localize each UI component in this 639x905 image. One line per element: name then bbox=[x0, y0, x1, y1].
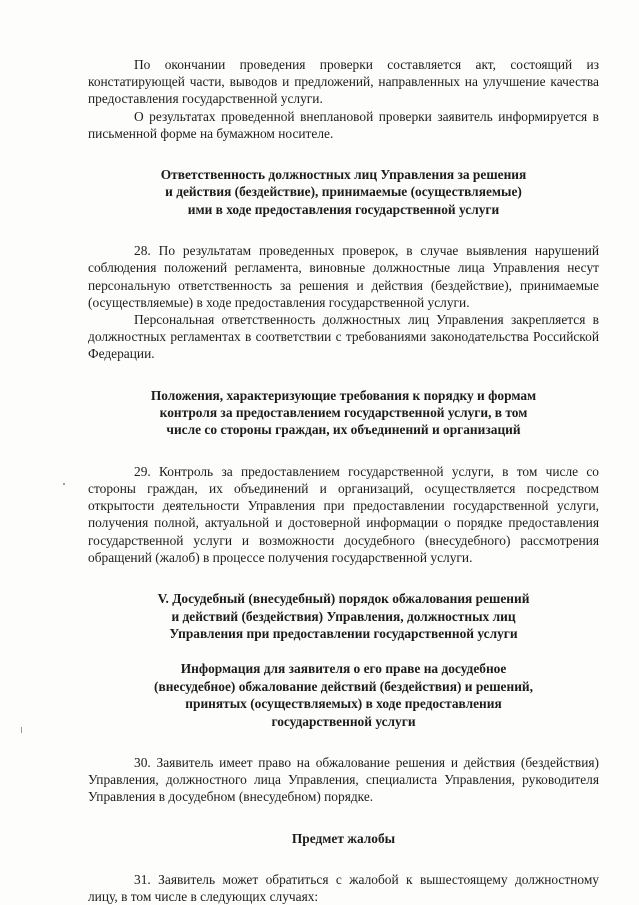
heading-line: V. Досудебный (внесудебный) порядок обжалования решений bbox=[157, 591, 530, 607]
heading-line: числе со стороны граждан, их объединений и организаций bbox=[166, 422, 521, 438]
heading-appeal-information bbox=[88, 660, 599, 730]
scan-mark bbox=[63, 483, 65, 485]
paragraph-30: 30. Заявитель имеет право на обжалование решения и действия (бездействия) Управления, должностного лица Управления, специалиста Управления, руководителя Управления в досудебном (внесудебном) порядке. bbox=[88, 754, 599, 805]
heading-section-v bbox=[88, 590, 599, 642]
paragraph-31: 31. Заявитель может обратиться с жалобой к вышестоящему должностному лицу, в том числе в следующих случаях: bbox=[88, 871, 599, 905]
heading-line: и действия (бездействие), принимаемые (осуществляемые) bbox=[165, 184, 522, 200]
heading-line: Положения, характеризующие требования к порядку и формам bbox=[150, 387, 537, 403]
heading-line: Управления при предоставлении государственной услуги bbox=[169, 625, 518, 641]
heading-line: и действий (бездействия) Управления, должностных лиц bbox=[171, 608, 516, 624]
heading-line: принятых (осуществляемых) в ходе предоставления bbox=[185, 696, 502, 712]
heading-responsibility bbox=[88, 166, 599, 218]
heading-line: контроля за предоставлением государственной услуги, в том bbox=[159, 405, 528, 421]
heading-complaint-subject bbox=[88, 830, 599, 847]
scan-mark bbox=[21, 727, 22, 733]
paragraph-28: 28. По результатам проведенных проверок, в случае выявления нарушений соблюдения положений регламента, виновные должностные лица Управления несут персональную ответственность за решения и действия (бездействие), принимаемые (осуществляемые) в ходе предоставления государственной услуги. bbox=[88, 243, 599, 310]
heading-control-requirements bbox=[88, 387, 599, 439]
heading-line: Предмет жалобы bbox=[291, 830, 396, 846]
heading-line: государственной услуги bbox=[271, 713, 416, 729]
heading-line: (внесудебное) обжалование действий (бездействия) и решений, bbox=[154, 678, 533, 694]
paragraph-inspection-results: О результатах проведенной внеплановой проверки заявитель информируется в письменной форме на бумажном носителе. bbox=[88, 108, 599, 141]
paragraph-29: 29. Контроль за предоставлением государственной услуги, в том числе со стороны граждан, их объединений и организаций, осуществляется посредством открытости деятельности Управления при предоставлении государственной услуги, получения полной, актуальной и достоверной информации о порядке предоставления государственной услуги и возможности досудебного (внесудебного) рассмотрения обращений (жалоб) в процессе получения государственной услуги. bbox=[88, 463, 599, 565]
heading-line: Информация для заявителя о его праве на досудебное bbox=[180, 661, 507, 677]
heading-line: ими в ходе предоставления государственной услуги bbox=[187, 201, 500, 217]
heading-line: Ответственность должностных лиц Управления за решения bbox=[160, 167, 527, 183]
paragraph-act-conclusion: По окончании проведения проверки составляется акт, состоящий из констатирующей части, выводов и предложений, направленных на улучшение качества предоставления государственной услуги. bbox=[88, 57, 599, 107]
paragraph-personal-responsibility: Персональная ответственность должностных лиц Управления закрепляется в должностных регламентах в соответствии с требованиями законодательства Российской Федерации. bbox=[88, 312, 599, 362]
